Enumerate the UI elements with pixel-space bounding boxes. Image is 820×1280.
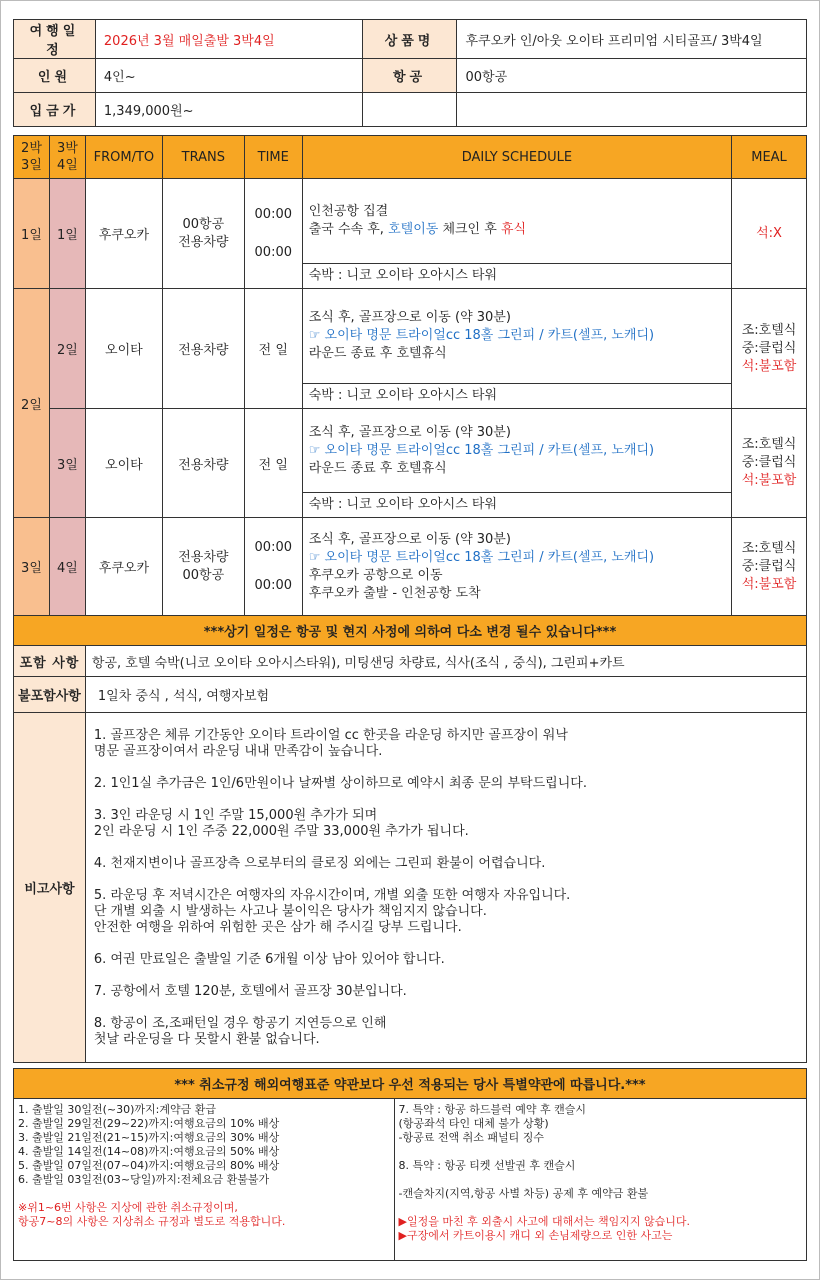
remark-item: 1. 골프장은 체류 기간동안 오이타 트라이얼 cc 한곳을 라운딩 하지만 골프장이 워낙 명문 골프장이여서 라운딩 내내 만족감이 높습니다. bbox=[93, 727, 568, 759]
day2-line2: ☞ 오이타 명문 트라이얼cc 18홀 그린피 / 카트(셀프, 노캐디) bbox=[308, 328, 655, 343]
day3-time: 전 일 bbox=[244, 409, 302, 518]
empty-cell bbox=[457, 93, 807, 127]
people-value: 4인~ bbox=[95, 59, 362, 93]
price-label: 입금가 bbox=[14, 93, 96, 127]
schedule-table bbox=[13, 135, 807, 1063]
day3-meal: 조:호텔식 중:클럽식 석:불포함 bbox=[732, 409, 807, 518]
cancel-note: ※위1~6번 사항은 지상에 관한 취소규정이며, bbox=[18, 1201, 238, 1214]
product-value: 후쿠오카 인/아웃 오이타 프리미엄 시티골프/ 3박4일 bbox=[457, 20, 807, 59]
day1-2n3d: 1일 bbox=[14, 179, 50, 289]
special-rule: 7. 특약 : 항공 하드블럭 예약 후 캔슬시 bbox=[398, 1103, 586, 1116]
day4-from: 후쿠오카 bbox=[85, 518, 162, 616]
day2-trans: 전용차량 bbox=[162, 289, 244, 409]
cancel-warning: ▶일정을 마친 후 외출시 사고에 대해서는 책임지지 않습니다. bbox=[398, 1215, 690, 1228]
day1-from: 후쿠오카 bbox=[85, 179, 162, 289]
day4-meal: 조:호텔식 중:클럽식 석:불포함 bbox=[732, 518, 807, 616]
cancellation-left bbox=[14, 1099, 395, 1261]
included-value: 항공, 호텔 숙박(니코 오이타 오아시스타워), 미팅샌딩 차량료, 식사(조식 , 중식), 그린피+카트 bbox=[85, 646, 806, 677]
day3-trans: 전용차량 bbox=[162, 409, 244, 518]
remark-item: 2. 1인1실 추가금은 1인/6만원이나 날짜별 상이하므로 예약시 최종 문의 부탁드립니다. bbox=[93, 775, 587, 791]
day2-3-2n3d: 2일 bbox=[14, 289, 50, 518]
day1-trans bbox=[162, 179, 244, 289]
header-meal: MEAL bbox=[732, 136, 807, 179]
day3-hotel: 숙박 : 니코 오이타 오아시스 타워 bbox=[302, 493, 731, 518]
remarks-list bbox=[85, 713, 806, 1063]
remark-item: 5. 라운딩 후 저녁시간은 여행자의 자유시간이며, 개별 외출 또한 여행자 자유입니다. 단 개별 외출 시 발생하는 사고나 불이익은 당사가 책임지지 않습니다. 안전한 여행을 위하여 위험한 곳은 삼가 해 주시길 당부 드립니다. bbox=[93, 887, 571, 935]
cancellation-title: *** 취소규정 해외여행표준 약관보다 우선 적용되는 당사 특별약관에 따릅니다.*** bbox=[14, 1069, 807, 1099]
airline-label: 항공 bbox=[362, 59, 457, 93]
day1-line1: 인천공항 집결 bbox=[308, 204, 389, 219]
day1-trans-car: 전용차량 bbox=[178, 234, 229, 250]
price-value: 1,349,000원~ bbox=[95, 93, 362, 127]
trip-info-table bbox=[13, 19, 807, 127]
day1-time-end: 00:00 bbox=[254, 244, 292, 260]
special-rule: -항공료 전액 취소 패널티 징수 bbox=[398, 1131, 544, 1144]
day4-2n3d: 3일 bbox=[14, 518, 50, 616]
remark-item: 7. 공항에서 호텔 120분, 호텔에서 골프장 30분입니다. bbox=[93, 983, 407, 999]
day1-time-start: 00:00 bbox=[254, 206, 292, 222]
excluded-value: 1일차 중식 , 석식, 여행자보험 bbox=[85, 677, 806, 713]
day2-line1: 조식 후, 골프장으로 이동 (약 30분) bbox=[308, 310, 511, 325]
period-label: 여행일정 bbox=[14, 20, 96, 59]
day2-meal: 조:호텔식 중:클럽식 석:불포함 bbox=[732, 289, 807, 409]
day1-trans-air: 00항공 bbox=[182, 216, 225, 232]
day1-line2: 출국 수속 후, 호텔이동 체크인 후 휴식 bbox=[308, 222, 527, 237]
day1-schedule bbox=[302, 179, 731, 264]
remarks-label: 비고사항 bbox=[14, 713, 86, 1063]
remark-item: 6. 여권 만료일은 출발일 기준 6개월 이상 남아 있어야 합니다. bbox=[93, 951, 445, 967]
day3-from: 오이타 bbox=[85, 409, 162, 518]
special-rule: 8. 특약 : 항공 티켓 선발권 후 캔슬시 bbox=[398, 1159, 576, 1172]
day2-schedule bbox=[302, 289, 731, 384]
cancel-rule: 6. 출발일 03일전(03~당일)까지:전체요금 환불불가 bbox=[18, 1173, 270, 1186]
day2-from: 오이타 bbox=[85, 289, 162, 409]
cancellation-table bbox=[13, 1068, 807, 1261]
remark-item: 4. 천재지변이나 골프장측 으로부터의 클로징 외에는 그린피 환불이 어렵습니다. bbox=[93, 855, 546, 871]
day4-trans: 전용차량 00항공 bbox=[162, 518, 244, 616]
header-trans: TRANS bbox=[162, 136, 244, 179]
day3-line1: 조식 후, 골프장으로 이동 (약 30분) bbox=[308, 424, 511, 440]
day1-3n4d: 1일 bbox=[49, 179, 85, 289]
cancel-rule: 4. 출발일 14일전(14~08)까지:여행요금의 50% 배상 bbox=[18, 1145, 280, 1158]
excluded-label: 불포함사항 bbox=[14, 677, 86, 713]
day2-line3: 라운드 종료 후 호텔휴식 bbox=[308, 346, 447, 361]
airline-value: 00항공 bbox=[457, 59, 807, 93]
cancel-warning: ▶구장에서 카트이용시 캐디 외 손님제량으로 인한 사고는 bbox=[398, 1229, 673, 1242]
day1-hotel: 숙박 : 니코 오이타 오아시스 타워 bbox=[302, 264, 731, 289]
cancel-note: 항공7~8의 사항은 지상취소 규정과 별도로 적용합니다. bbox=[18, 1215, 286, 1228]
included-label: 포함 사항 bbox=[14, 646, 86, 677]
special-rule: (항공좌석 타인 대체 불가 상황) bbox=[398, 1117, 549, 1130]
cancel-rule: 1. 출발일 30일전(~30)까지:계약금 환급 bbox=[18, 1103, 216, 1116]
remark-item: 3. 3인 라운딩 시 1인 주말 15,000원 추가가 되며 2인 라운딩 시 1인 주중 22,000원 주말 33,000원 추가가 됩니다. bbox=[93, 807, 469, 839]
product-label: 상품명 bbox=[362, 20, 457, 59]
cancel-rule: 5. 출발일 07일전(07~04)까지:여행요금의 80% 배상 bbox=[18, 1159, 280, 1172]
day4-schedule: 조식 후, 골프장으로 이동 (약 30분) ☞ 오이타 명문 트라이얼cc 18홀 그린피 / 카트(셀프, 노캐디) 후쿠오카 공항으로 이동 후쿠오카 출발 - 인천공항 도착 bbox=[302, 518, 731, 616]
day4-3n4d: 4일 bbox=[49, 518, 85, 616]
cancel-rule: 3. 출발일 21일전(21~15)까지:여행요금의 30% 배상 bbox=[18, 1131, 280, 1144]
special-rule: -캔슬차지(지역,항공 사별 차등) 공제 후 예약금 환불 bbox=[398, 1187, 649, 1200]
remark-item: 8. 항공이 조,조패턴일 경우 항공기 지연등으로 인해 첫날 라운딩을 다 못할시 환불 없습니다. bbox=[93, 1015, 387, 1047]
people-label: 인원 bbox=[14, 59, 96, 93]
cancellation-right bbox=[394, 1099, 806, 1261]
header-time: TIME bbox=[244, 136, 302, 179]
day1-time bbox=[244, 179, 302, 289]
header-2n3d: 2박 3일 bbox=[14, 136, 50, 179]
day1-meal: 석:X bbox=[732, 179, 807, 289]
header-3n4d: 3박 4일 bbox=[49, 136, 85, 179]
day3-line3: 라운드 종료 후 호텔휴식 bbox=[308, 460, 447, 476]
day4-time: 00:00 00:00 bbox=[244, 518, 302, 616]
period-value: 2026년 3월 매일출발 3박4일 bbox=[95, 20, 362, 59]
day2-3n4d: 2일 bbox=[49, 289, 85, 409]
day3-schedule bbox=[302, 409, 731, 493]
header-from-to: FROM/TO bbox=[85, 136, 162, 179]
header-daily-schedule: DAILY SCHEDULE bbox=[302, 136, 731, 179]
cancel-rule: 2. 출발일 29일전(29~22)까지:여행요금의 10% 배상 bbox=[18, 1117, 280, 1130]
day3-line2: ☞ 오이타 명문 트라이얼cc 18홀 그린피 / 카트(셀프, 노캐디) bbox=[308, 442, 655, 458]
day2-hotel: 숙박 : 니코 오이타 오아시스 타워 bbox=[302, 384, 731, 409]
schedule-change-notice: ***상기 일정은 항공 및 현지 사정에 의하여 다소 변경 될수 있습니다*** bbox=[14, 616, 807, 646]
day2-time: 전 일 bbox=[244, 289, 302, 409]
day3-3n4d: 3일 bbox=[49, 409, 85, 518]
empty-cell bbox=[362, 93, 457, 127]
